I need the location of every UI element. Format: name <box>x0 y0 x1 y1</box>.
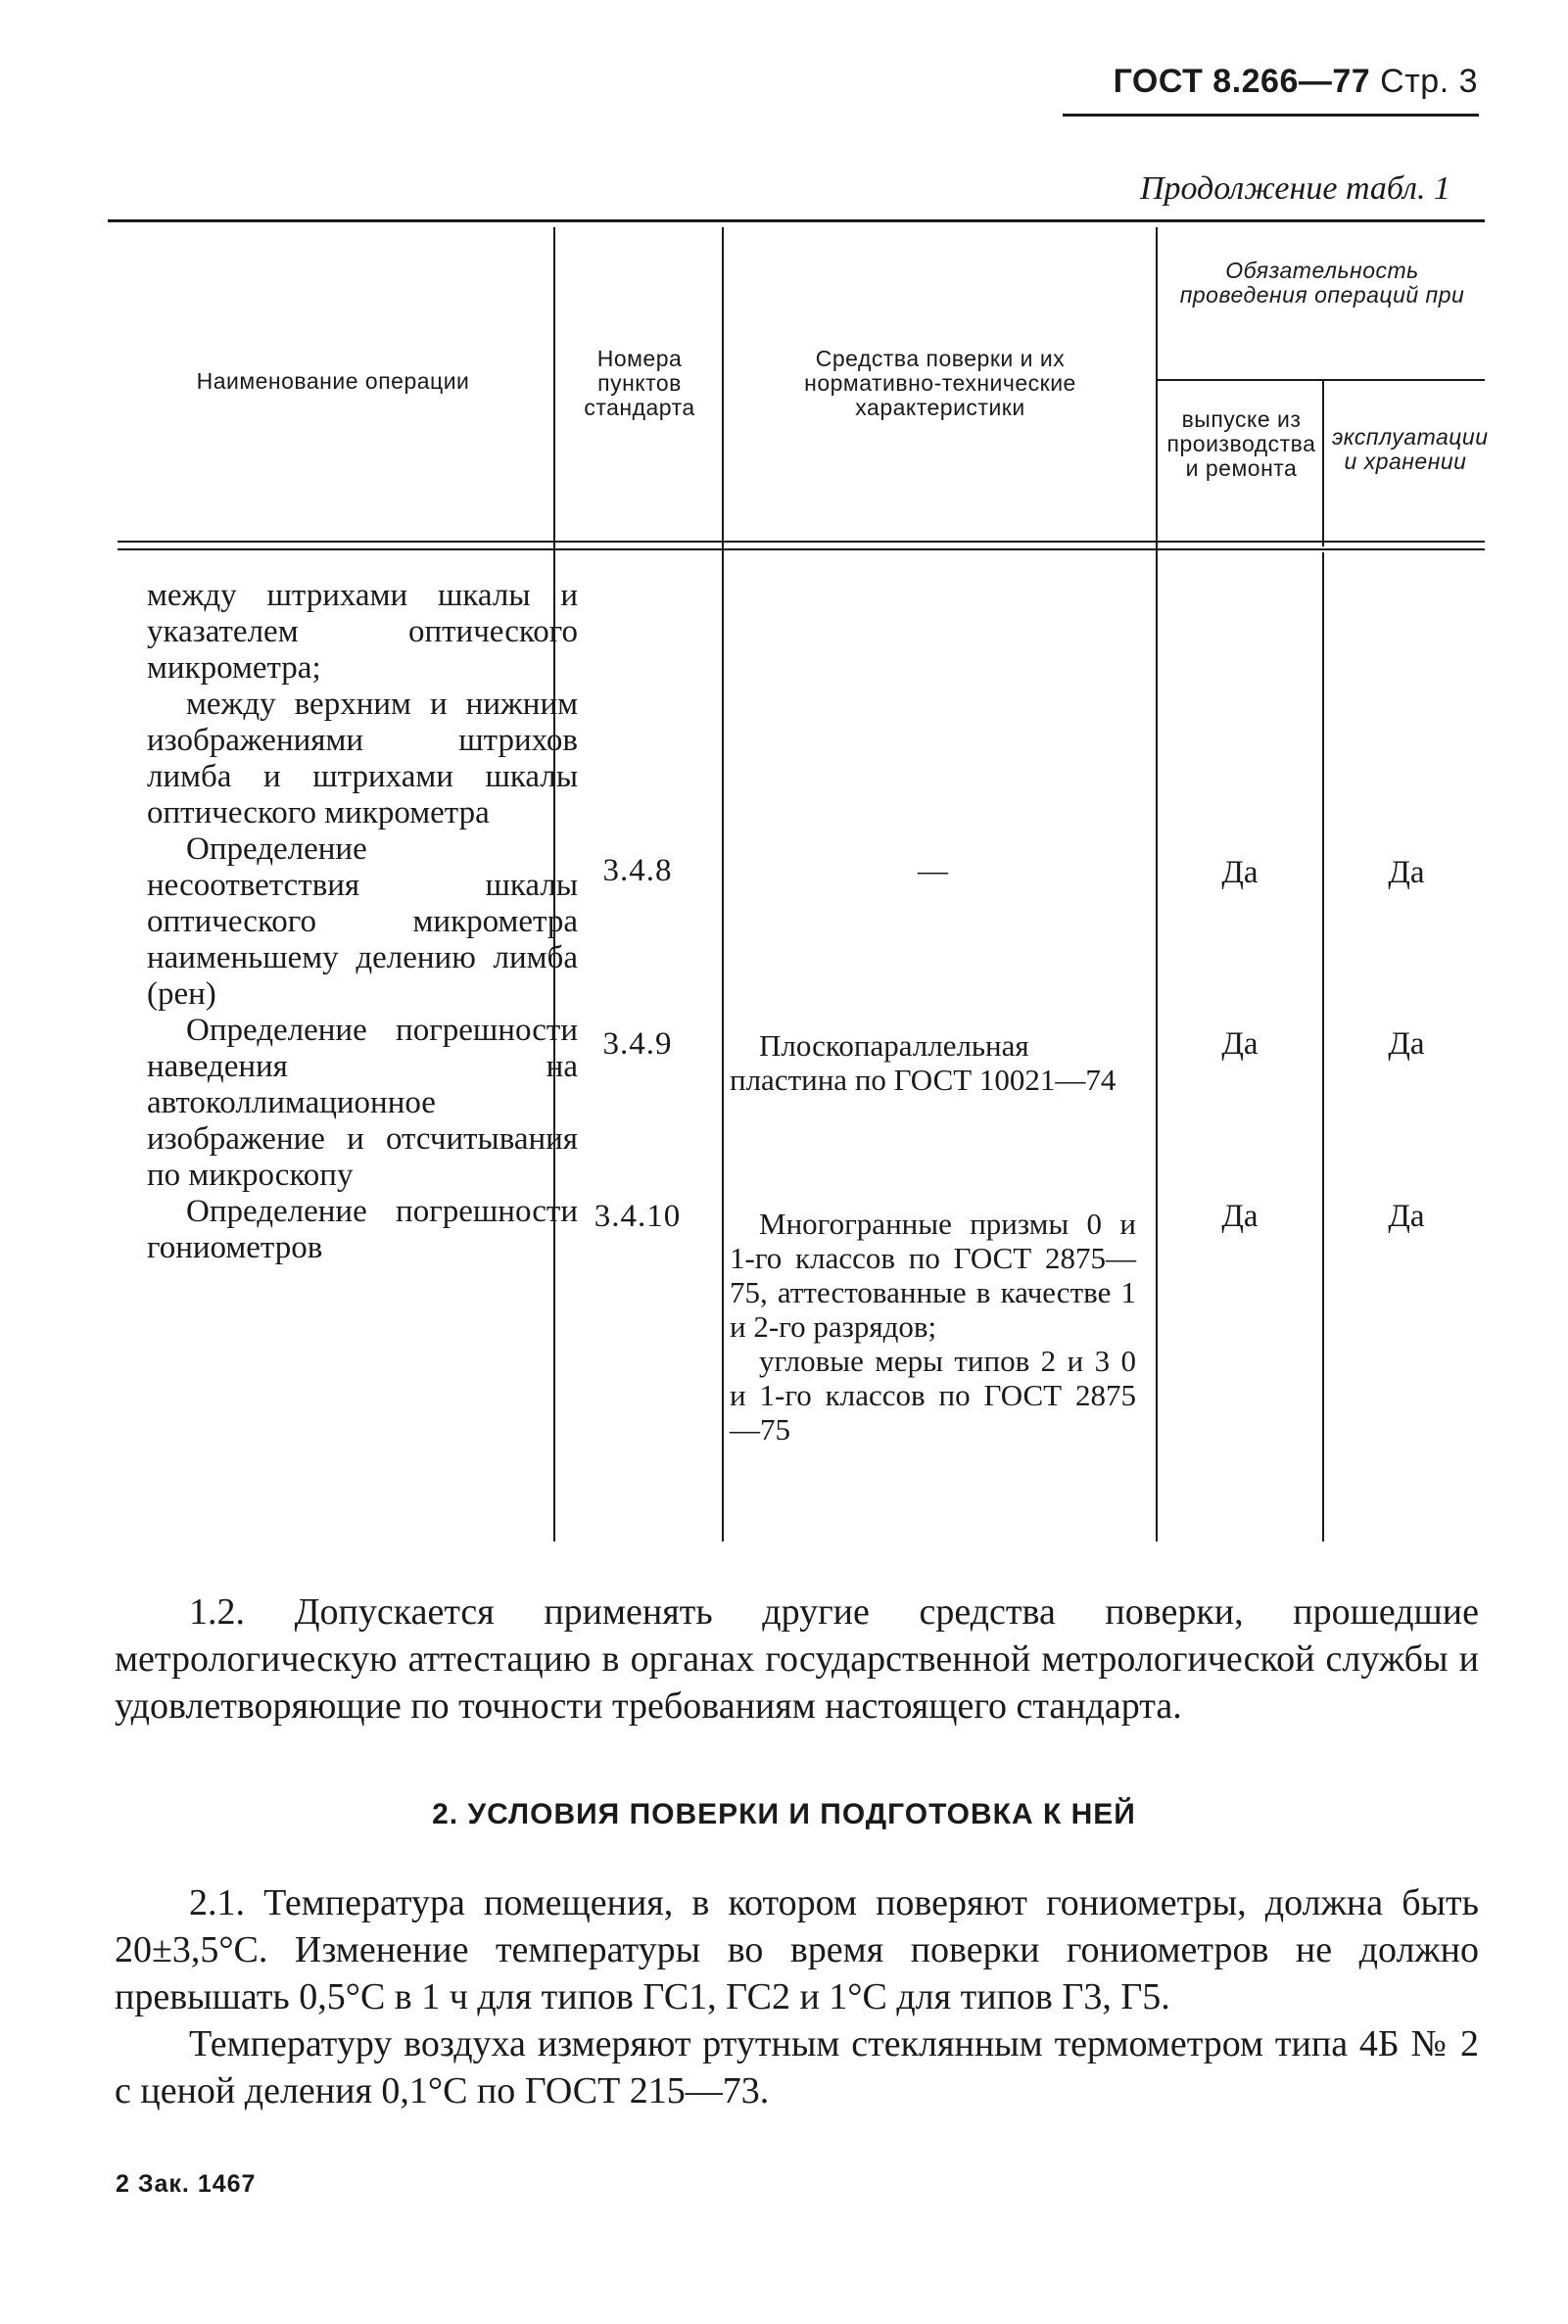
paragraph-1-2 <box>115 1589 1479 1730</box>
release-required: Да <box>1221 855 1259 890</box>
paragraph-text: 1.2. Допускается применять другие средства поверки, прошедшие метрологическую аттестацию в органах государственной метрологической службы и удовлетворяющие по точности требованиям настоящего стандарта. <box>115 1591 1479 1727</box>
header-sub-rule <box>1158 379 1485 381</box>
means-text: — <box>918 853 948 887</box>
header-release: выпуске из производства и ремонта <box>1166 406 1316 481</box>
operation-text: между штрихами шкалы и указателем оптического микрометра; <box>147 578 578 686</box>
page-header <box>1114 63 1478 101</box>
page-number: Стр. 3 <box>1380 63 1478 100</box>
operation-required: Да <box>1388 1026 1425 1062</box>
means-cell <box>730 1028 1136 1097</box>
header-operation: эксплуатации и хранении <box>1332 424 1489 474</box>
clause-number: 3.4.10 <box>594 1199 682 1234</box>
operation-text: Определение несоответствия шкалы оптического микрометра наименьшему делению лимба (рен) <box>147 831 578 1012</box>
means-cell <box>730 853 1136 887</box>
header-double-rule <box>118 548 1485 550</box>
paragraph-2-1 <box>115 1879 1479 2114</box>
standard-number: ГОСТ 8.266—77 <box>1113 63 1371 100</box>
header-operation-name: Наименование операции <box>196 368 470 394</box>
header-double-rule <box>118 541 1485 543</box>
column-divider <box>1322 380 1324 546</box>
operation-name-column <box>147 578 578 1266</box>
page-footer: 2 Зак. 1467 <box>116 2170 257 2198</box>
means-text: Плоскопараллельная пластина по ГОСТ 10021—74 <box>730 1028 1117 1097</box>
table-top-rule <box>108 219 1485 222</box>
means-text: Многогранные призмы 0 и 1-го классов по ГОСТ 2875—75, аттестованные в качестве 1 и 2-го разрядов; <box>730 1207 1136 1344</box>
operation-text: между верхним и нижним изображениями штрихов лимба и штрихами шкалы оптического микрометра <box>147 687 578 830</box>
clause-number: 3.4.9 <box>602 1026 673 1062</box>
means-cell <box>730 1207 1136 1447</box>
column-divider <box>722 227 724 1541</box>
header-obligatory: Обязательность проведения операций при <box>1179 258 1465 308</box>
means-text: угловые меры типов 2 и 3 0 и 1-го классов по ГОСТ 2875—75 <box>730 1344 1136 1447</box>
header-means: Средства поверки и их нормативно-технические характеристики <box>804 346 1076 420</box>
operation-text: Определение погрешности гониометров <box>147 1194 578 1265</box>
clause-number: 3.4.8 <box>602 853 673 888</box>
operation-required: Да <box>1388 855 1425 890</box>
header-rule <box>1063 114 1479 117</box>
release-required: Да <box>1221 1199 1259 1234</box>
verification-table <box>108 219 1489 1541</box>
table-continuation-label: Продолжение табл. 1 <box>1139 170 1450 207</box>
paragraph-text: Температуру воздуха измеряют ртутным стеклянным термометром типа 4Б № 2 с ценой деления 0,1°С по ГОСТ 215—73. <box>115 2023 1479 2111</box>
paragraph-text: 2.1. Температура помещения, в котором поверяют гониометры, должна быть 20±3,5°С. Изменение температуры во время поверки гониометров не должно превышать 0,5°С в 1 ч для типов ГС1, ГС2 и 1°С для типов Г3, Г5. <box>115 1882 1479 2017</box>
operation-required: Да <box>1388 1199 1425 1234</box>
operation-text: Определение погрешности наведения на автоколлимационное изображение и отсчитывания по микроскопу <box>147 1013 578 1193</box>
header-clause-numbers: Номера пунктов стандарта <box>584 346 695 420</box>
release-required: Да <box>1221 1026 1259 1062</box>
section-2-title: 2. УСЛОВИЯ ПОВЕРКИ И ПОДГОТОВКА К НЕЙ <box>432 1798 1136 1830</box>
